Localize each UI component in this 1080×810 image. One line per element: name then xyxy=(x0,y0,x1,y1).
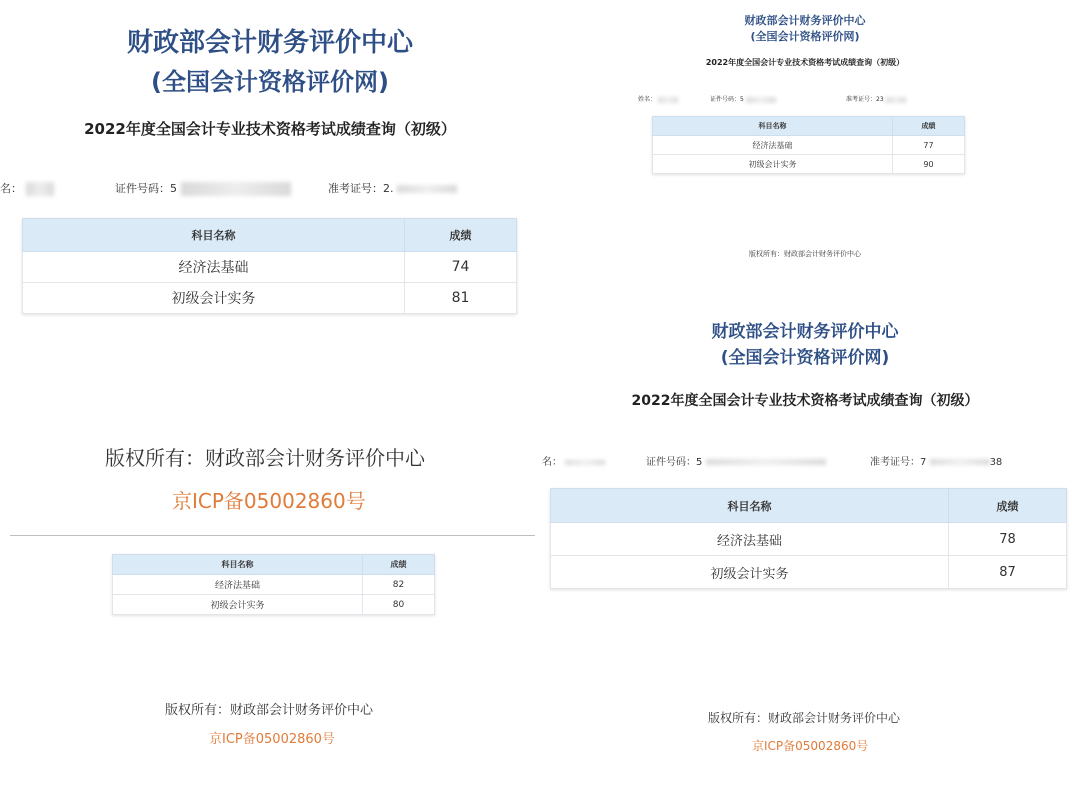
ticket-info xyxy=(328,180,457,196)
score-cell: 87 xyxy=(949,556,1067,589)
score-table xyxy=(652,116,965,174)
name-label: 姓名： xyxy=(638,96,657,103)
icp-link[interactable]: 京ICP备05002860号 xyxy=(172,489,366,513)
score-cell: 80 xyxy=(363,595,435,615)
id-label: 证件号码： xyxy=(115,182,170,195)
redaction xyxy=(26,182,54,196)
ticket-partial: 23 xyxy=(876,96,884,103)
id-partial: 5 xyxy=(740,96,744,103)
subject-cell: 经济法基础 xyxy=(551,523,949,556)
id-partial: 5 xyxy=(170,182,177,195)
redaction xyxy=(181,182,291,196)
col-score-header: 成绩 xyxy=(893,117,965,136)
org-title: 财政部会计财务评价中心 xyxy=(744,14,866,27)
score-cell: 78 xyxy=(949,523,1067,556)
score-cell: 77 xyxy=(893,136,965,155)
id-label: 证件号码： xyxy=(710,96,741,103)
table-row xyxy=(551,523,1067,556)
redaction xyxy=(565,460,605,465)
org-title: 财政部会计财务评价中心 xyxy=(711,322,899,342)
ticket-info xyxy=(870,453,1002,468)
col-subject-header: 科目名称 xyxy=(653,117,893,136)
screenshot-top-left xyxy=(0,0,540,535)
redaction xyxy=(746,97,776,103)
score-table xyxy=(550,488,1067,589)
subject-cell: 初级会计实务 xyxy=(23,283,405,314)
table-row xyxy=(23,252,517,283)
table-row xyxy=(653,155,965,174)
screenshot-top-right xyxy=(560,0,1080,300)
query-title: 2022年度全国会计专业技术资格考试成绩查询（初级） xyxy=(84,120,456,138)
candidate-info xyxy=(638,94,678,103)
org-subtitle: (全国会计资格评价网) xyxy=(151,68,389,96)
table-row xyxy=(653,136,965,155)
score-cell: 82 xyxy=(363,575,435,595)
redaction xyxy=(658,97,678,103)
score-cell: 74 xyxy=(405,252,517,283)
table-row xyxy=(551,556,1067,589)
score-table xyxy=(112,554,435,615)
name-label: 名： xyxy=(0,182,22,195)
ticket-partial: 2. xyxy=(383,182,394,195)
subject-cell: 初级会计实务 xyxy=(653,155,893,174)
ticket-end: 38 xyxy=(989,457,1003,468)
org-subtitle: (全国会计资格评价网) xyxy=(720,348,890,368)
ticket-label: 准考证号： xyxy=(328,182,383,195)
candidate-info xyxy=(0,180,54,196)
name-label: 名： xyxy=(542,457,562,468)
score-table xyxy=(22,218,517,314)
redaction xyxy=(930,459,990,465)
copyright: 版权所有：财政部会计财务评价中心 xyxy=(165,703,374,718)
icp-link[interactable]: 京ICP备05002860号 xyxy=(209,732,335,747)
copyright: 版权所有：财政部会计财务评价中心 xyxy=(749,250,861,258)
col-subject-header: 科目名称 xyxy=(551,489,949,523)
subject-cell: 经济法基础 xyxy=(23,252,405,283)
id-info xyxy=(710,94,776,103)
subject-cell: 初级会计实务 xyxy=(551,556,949,589)
id-partial: 5 xyxy=(696,457,703,468)
candidate-info xyxy=(542,453,605,468)
screenshot-bottom-left xyxy=(0,536,540,810)
table-row xyxy=(23,283,517,314)
id-label: 证件号码： xyxy=(646,457,696,468)
id-info xyxy=(646,453,826,468)
table-row xyxy=(113,575,435,595)
redaction xyxy=(886,97,906,103)
query-title: 2022年度全国会计专业技术资格考试成绩查询（初级） xyxy=(631,393,979,409)
redaction xyxy=(706,459,826,465)
col-score-header: 成绩 xyxy=(405,219,517,252)
table-row xyxy=(113,595,435,615)
redaction xyxy=(397,185,457,193)
icp-link[interactable]: 京ICP备05002860号 xyxy=(752,739,869,753)
org-subtitle: (全国会计资格评价网) xyxy=(750,30,860,43)
id-info xyxy=(115,180,291,196)
screenshot-bottom-right xyxy=(540,305,1080,810)
ticket-info xyxy=(846,94,906,103)
score-cell: 90 xyxy=(893,155,965,174)
ticket-partial: 7 xyxy=(920,457,927,468)
copyright: 版权所有：财政部会计财务评价中心 xyxy=(708,711,901,725)
score-cell: 81 xyxy=(405,283,517,314)
copyright: 版权所有：财政部会计财务评价中心 xyxy=(105,446,425,470)
col-score-header: 成绩 xyxy=(363,555,435,575)
query-title: 2022年度全国会计专业技术资格考试成绩查询（初级） xyxy=(705,58,905,67)
col-score-header: 成绩 xyxy=(949,489,1067,523)
col-subject-header: 科目名称 xyxy=(23,219,405,252)
subject-cell: 经济法基础 xyxy=(113,575,363,595)
subject-cell: 初级会计实务 xyxy=(113,595,363,615)
subject-cell: 经济法基础 xyxy=(653,136,893,155)
ticket-label: 准考证号： xyxy=(870,457,920,468)
ticket-label: 准考证号： xyxy=(846,96,877,103)
org-title: 财政部会计财务评价中心 xyxy=(126,28,413,58)
col-subject-header: 科目名称 xyxy=(113,555,363,575)
